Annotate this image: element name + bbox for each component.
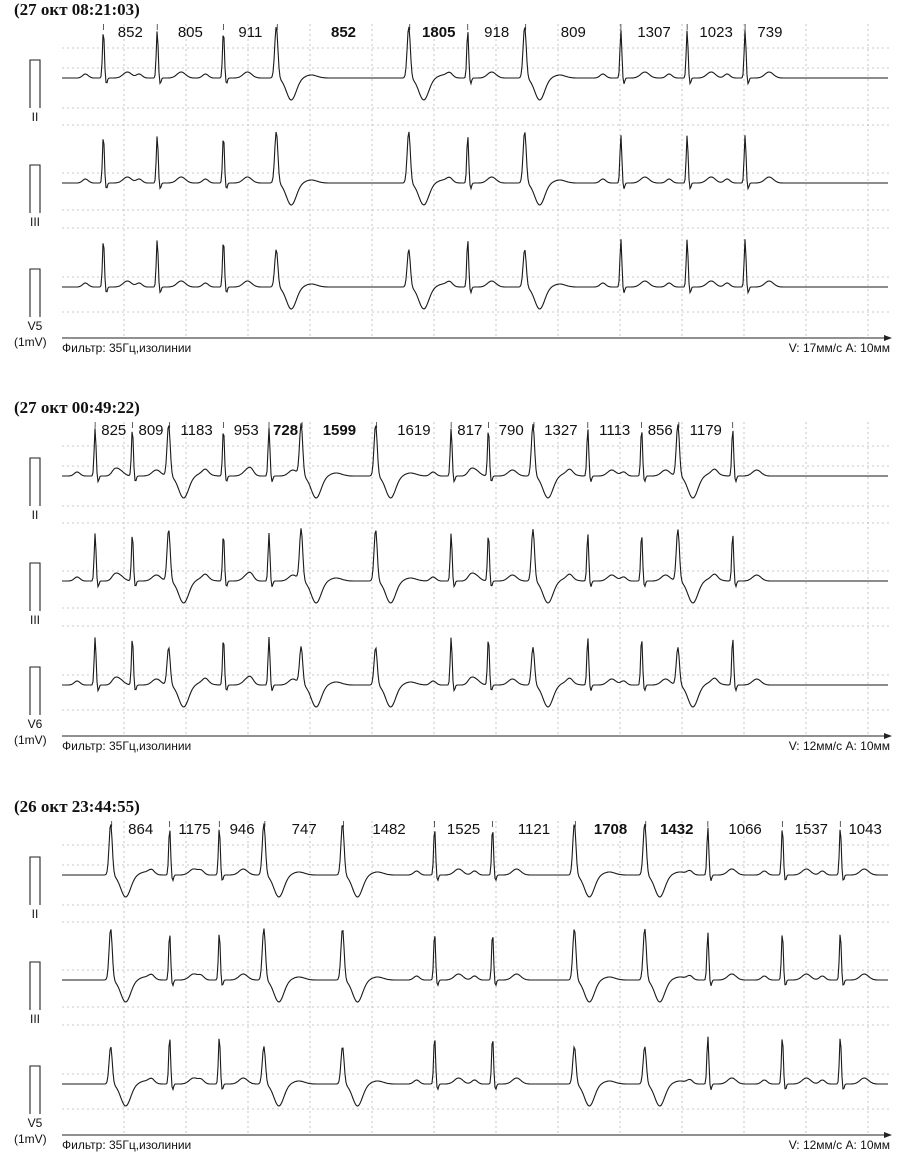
rr-interval-label: 1805 xyxy=(422,24,456,41)
rr-interval-label: 1525 xyxy=(446,821,481,838)
speed-amplitude-info: V: 12мм/с A: 10мм xyxy=(788,1138,890,1152)
amplitude-label: (1mV) xyxy=(14,335,47,349)
calibration-pulse xyxy=(30,60,40,108)
rr-interval-label: 1175 xyxy=(178,821,211,838)
rr-interval-label: 805 xyxy=(177,24,203,41)
rr-interval-label: 809 xyxy=(560,24,586,41)
lead-label: III xyxy=(29,613,41,627)
rr-interval-label: 1708 xyxy=(593,821,628,838)
rr-interval-label: 1327 xyxy=(544,422,578,439)
calibration-pulse xyxy=(30,165,40,213)
rr-interval-row xyxy=(0,24,914,48)
rr-interval-label: 953 xyxy=(233,422,259,439)
rr-interval-label: 1043 xyxy=(848,821,882,838)
ecg-strip-2 xyxy=(0,398,914,768)
rr-interval-label: 852 xyxy=(331,24,357,41)
ecg-plot xyxy=(0,797,914,1167)
rr-interval-label: 1307 xyxy=(637,24,671,41)
rr-interval-label: 1121 xyxy=(517,821,551,838)
lead-label: V5 xyxy=(27,319,43,333)
rr-interval-label: 1113 xyxy=(599,422,631,439)
rr-interval-label: 809 xyxy=(138,422,164,439)
ecg-trace-lead-III xyxy=(62,929,888,1003)
rr-interval-label: 817 xyxy=(457,422,483,439)
speed-amplitude-info: V: 17мм/с A: 10мм xyxy=(788,341,890,355)
amplitude-label: (1mV) xyxy=(14,1132,47,1146)
rr-interval-row xyxy=(0,821,914,845)
ecg-plot xyxy=(0,398,914,768)
rr-interval-label: 946 xyxy=(229,821,255,838)
rr-interval-label: 852 xyxy=(117,24,143,41)
lead-label: V5 xyxy=(27,1116,43,1130)
lead-label: V6 xyxy=(27,717,43,731)
rr-interval-label: 1066 xyxy=(728,821,762,838)
calibration-pulse xyxy=(30,857,40,905)
lead-label: II xyxy=(31,907,39,921)
calibration-pulse xyxy=(30,962,40,1010)
rr-interval-label: 856 xyxy=(647,422,673,439)
rr-interval-label: 1179 xyxy=(689,422,722,439)
calibration-pulse xyxy=(30,269,40,317)
ecg-strip-1 xyxy=(0,0,914,370)
calibration-pulse xyxy=(30,667,40,715)
rr-interval-label: 1619 xyxy=(397,422,431,439)
rr-interval-label: 864 xyxy=(128,821,154,838)
filter-info: Фильтр: 35Гц,изолинии xyxy=(62,739,192,753)
rr-interval-label: 1183 xyxy=(180,422,213,439)
rr-interval-label: 728 xyxy=(273,422,299,439)
calibration-pulse xyxy=(30,458,40,506)
rr-interval-label: 790 xyxy=(498,422,524,439)
rr-interval-row xyxy=(0,422,914,446)
lead-label: II xyxy=(31,110,39,124)
strip-timestamp: (26 окт 23:44:55) xyxy=(14,797,140,816)
rr-interval-label: 1432 xyxy=(660,821,694,838)
rr-interval-label: 825 xyxy=(101,422,127,439)
ecg-strip-3 xyxy=(0,797,914,1167)
strip-timestamp: (27 окт 00:49:22) xyxy=(14,398,140,417)
strip-timestamp: (27 окт 08:21:03) xyxy=(14,0,140,19)
filter-info: Фильтр: 35Гц,изолинии xyxy=(62,341,192,355)
ecg-plot xyxy=(0,0,914,370)
rr-interval-label: 1023 xyxy=(699,24,733,41)
rr-interval-label: 911 xyxy=(238,24,263,41)
rr-interval-label: 1599 xyxy=(322,422,357,439)
speed-amplitude-info: V: 12мм/с A: 10мм xyxy=(788,739,890,753)
filter-info: Фильтр: 35Гц,изолинии xyxy=(62,1138,192,1152)
lead-label: II xyxy=(31,508,39,522)
rr-interval-label: 1482 xyxy=(372,821,406,838)
amplitude-label: (1mV) xyxy=(14,733,47,747)
rr-interval-label: 918 xyxy=(484,24,510,41)
calibration-pulse xyxy=(30,563,40,611)
calibration-pulse xyxy=(30,1066,40,1114)
rr-interval-label: 739 xyxy=(757,24,783,41)
rr-interval-label: 1537 xyxy=(794,821,829,838)
lead-label: III xyxy=(29,1012,41,1026)
lead-label: III xyxy=(29,215,41,229)
ecg-trace-lead-III xyxy=(62,528,888,603)
rr-interval-label: 747 xyxy=(291,821,317,838)
